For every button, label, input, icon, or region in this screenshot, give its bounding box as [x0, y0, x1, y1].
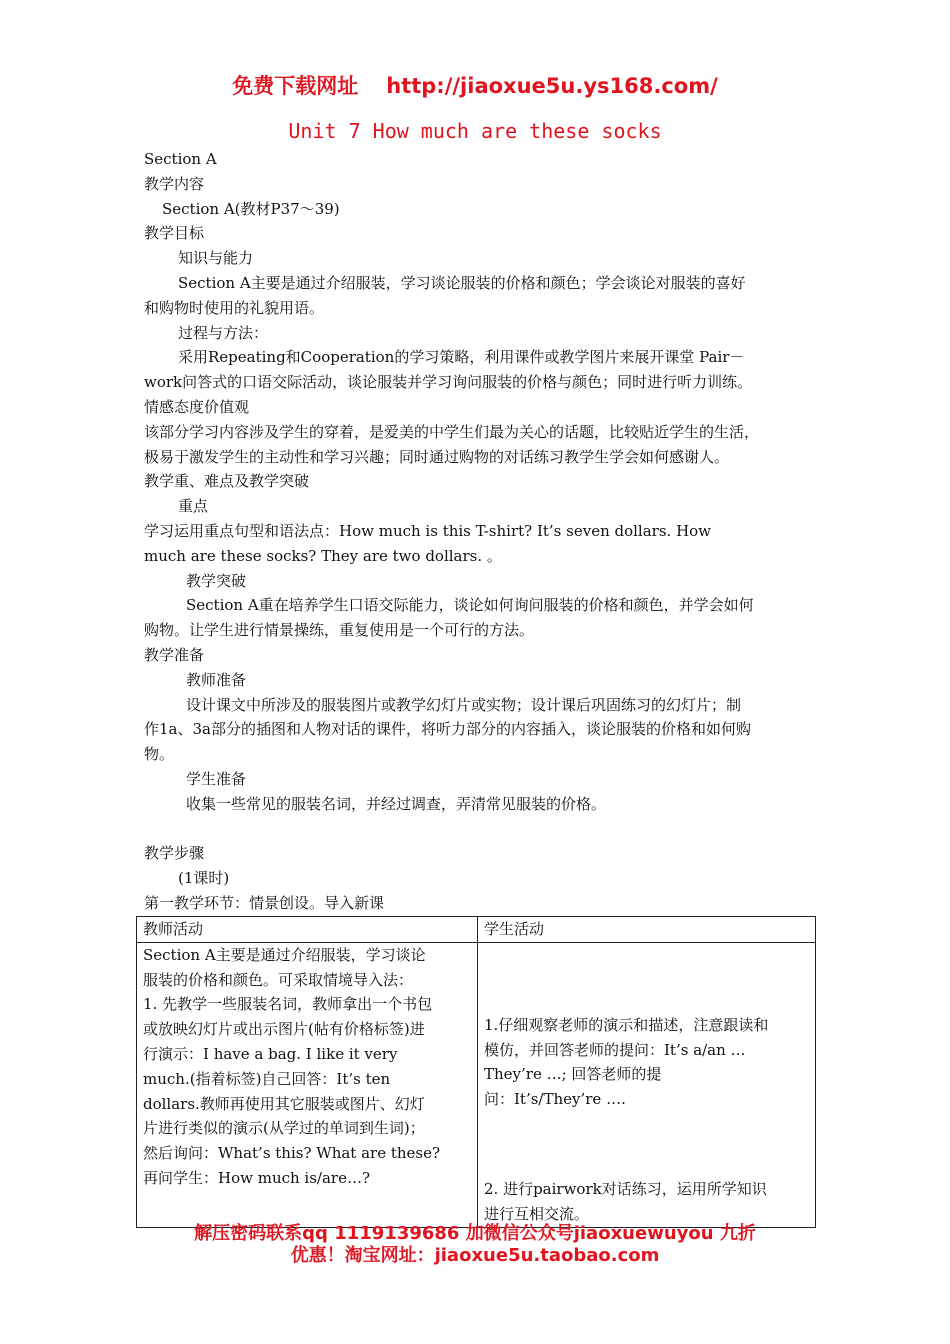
cell-line: 然后询问：What’s this? What are these? — [143, 1144, 441, 1163]
paragraph-line: (1课时) — [178, 869, 230, 888]
paragraph-line: 设计课文中所涉及的服装图片或教学幻灯片或实物；设计课后巩固练习的幻灯片；制 — [186, 695, 742, 714]
paragraph-line: 该部分学习内容涉及学生的穿着，是爱美的中学生们最为关心的话题，比较贴近学生的生活， — [144, 422, 760, 441]
cell-line: 再问学生：How much is/are…? — [143, 1168, 371, 1187]
cell-line: 问：It’s/They’re …. — [484, 1090, 626, 1109]
cell-line: much.(指着标签)自己回答：It’s ten — [143, 1069, 391, 1088]
subheading-teacher-prep: 教师准备 — [186, 670, 247, 689]
heading-key-points: 教学重、难点及教学突破 — [144, 472, 310, 491]
heading-preparation: 教学准备 — [144, 645, 205, 664]
activity-table — [136, 916, 816, 1228]
paragraph-line: work问答式的口语交际活动，谈论服装并学习询问服装的价格与颜色；同时进行听力训练。 — [144, 373, 753, 392]
header-label: 免费下载网址 — [232, 74, 359, 98]
cell-line: dollars.教师再使用其它服装或图片、幻灯 — [143, 1094, 425, 1113]
table-row — [137, 942, 816, 1227]
paragraph-line: 和购物时使用的礼貌用语。 — [144, 298, 325, 317]
subheading-knowledge: 知识与能力 — [178, 249, 254, 268]
section-heading: Section A — [144, 150, 217, 168]
paragraph-line: much are these socks? They are two dollars. 。 — [144, 546, 502, 565]
cell-line: They’re …; 回答老师的提 — [484, 1065, 662, 1084]
teacher-activity-cell — [137, 942, 478, 1227]
paragraph-line: Section A(教材P37～39) — [162, 199, 340, 218]
cell-line: 或放映幻灯片或出示图片(帖有价格标签)进 — [143, 1020, 425, 1039]
paragraph-line: Section A重在培养学生口语交际能力，谈论如何询问服装的价格和颜色，并学会如何 — [186, 596, 754, 615]
subheading-student-prep: 学生准备 — [186, 769, 247, 788]
cell-line: 1. 先教学一些服装名词，教师拿出一个书包 — [143, 995, 433, 1014]
paragraph-line: 极易于激发学生的主动性和学习兴趣；同时通过购物的对话练习教学生学会如何感谢人。 — [144, 447, 730, 466]
subheading-focus: 重点 — [178, 497, 209, 516]
student-activity-cell — [478, 942, 816, 1227]
cell-line: 1.仔细观察老师的演示和描述，注意跟读和 — [484, 1015, 769, 1034]
header-banner — [0, 70, 950, 100]
footer-line-2[interactable]: 优惠！淘宝网址：jiaoxue5u.taobao.com — [290, 1245, 660, 1266]
document-body — [144, 147, 816, 916]
paragraph-line: 作1a、3a部分的插图和人物对话的课件，将听力部分的内容插入，谈论服装的价格和如何购 — [144, 720, 751, 739]
column-header: 学生活动 — [478, 917, 816, 943]
paragraph-line: 采用Repeating和Cooperation的学习策略，利用课件或教学图片来展开课堂 Pair－ — [178, 348, 745, 367]
paragraph-line: Section A主要是通过介绍服装，学习谈论服装的价格和颜色；学会谈论对服装的喜好 — [178, 273, 746, 292]
heading-objectives: 教学目标 — [144, 224, 205, 243]
paragraph-line: 收集一些常见的服装名词，并经过调查，弄清常见服装的价格。 — [186, 794, 607, 813]
subheading-process: 过程与方法： — [178, 323, 269, 342]
column-header: 教师活动 — [137, 917, 478, 943]
paragraph-line: 学习运用重点句型和语法点：How much is this T-shirt? It’s seven dollars. How — [144, 521, 712, 540]
paragraph-line: 第一教学环节：情景创设。导入新课 — [144, 893, 385, 912]
cell-line: 片进行类似的演示(从学过的单词到生词)； — [143, 1119, 425, 1138]
cell-line: 进行互相交流。 — [484, 1204, 590, 1223]
heading-steps: 教学步骤 — [144, 844, 205, 863]
spacer — [144, 817, 816, 842]
subheading-attitude: 情感态度价值观 — [144, 397, 250, 416]
subheading-breakthrough: 教学突破 — [186, 571, 247, 590]
footer-line-1: 解压密码联系qq 1119139686 加微信公众号jiaoxuewuyou 九折 — [194, 1223, 756, 1244]
heading-content: 教学内容 — [144, 174, 205, 193]
table-header-row — [137, 917, 816, 943]
paragraph-line: 购物。让学生进行情景操练，重复使用是一个可行的方法。 — [144, 621, 535, 640]
cell-line: 行演示：I have a bag. I like it very — [143, 1044, 398, 1063]
paragraph-line: 物。 — [144, 745, 175, 764]
cell-line: 服装的价格和颜色。可采取情境导入法： — [143, 970, 414, 989]
cell-line: Section A主要是通过介绍服装，学习谈论 — [143, 945, 426, 964]
cell-line: 2. 进行pairwork对话练习，运用所学知识 — [484, 1179, 767, 1198]
header-url-link[interactable]: http://jiaoxue5u.ys168.com/ — [386, 74, 718, 98]
document-title: Unit 7 How much are these socks — [288, 119, 662, 143]
cell-line: 模仿，并回答老师的提问：It’s a/an … — [484, 1040, 746, 1059]
spacer — [484, 1112, 809, 1177]
